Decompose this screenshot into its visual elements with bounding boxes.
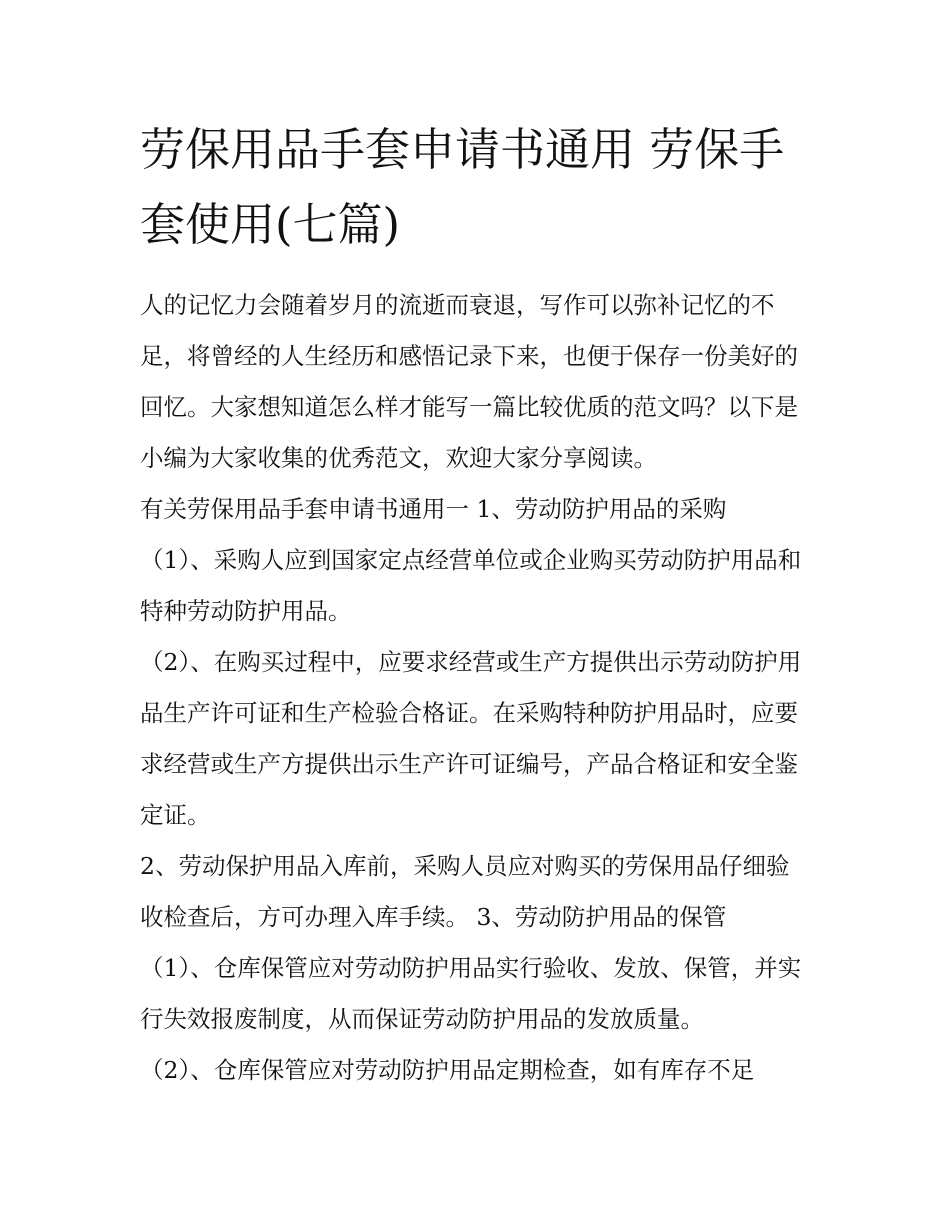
paragraph-purchase-item-1: （1）、采购人应到国家定点经营单位或企业购买劳动防护用品和特种劳动防护用品。 (140, 546, 802, 625)
paragraph-intro: 人的记忆力会随着岁月的流逝而衰退，写作可以弥补记忆的不足，将曾经的人生经历和感悟记录下来，也便于保存一份美好的回忆。大家想知道怎么样才能写一篇比较优质的范文吗？以下是小编为大家收集的优秀范文，欢迎大家分享阅读。 (140, 291, 798, 472)
paragraph-storage-item-2: （2）、仓库保管应对劳动防护用品定期检查，如有库存不足 (140, 1056, 755, 1084)
paragraph-purchase-item-2: （2）、在购买过程中，应要求经营或生产方提供出示劳动防护用品生产许可证和生产检验合格证。在采购特种防护用品时，应要求经营或生产方提供出示生产许可证编号，产品合格证和安全鉴定证。 (140, 648, 802, 829)
document-title: 劳保用品手套申请书通用 劳保手套使用(七篇) (140, 123, 785, 251)
paragraph-section-1-heading: 有关劳保用品手套申请书通用一 1、劳动防护用品的采购 (140, 495, 727, 523)
paragraph-storage-item-1: （1）、仓库保管应对劳动防护用品实行验收、发放、保管，并实行失效报废制度，从而保证劳动防护用品的发放质量。 (140, 954, 802, 1033)
document-page (140, 112, 812, 1096)
paragraph-section-2: 2、劳动保护用品入库前，采购人员应对购买的劳保用品仔细验收检查后，方可办理入库手续。 3、劳动防护用品的保管 (140, 852, 790, 931)
